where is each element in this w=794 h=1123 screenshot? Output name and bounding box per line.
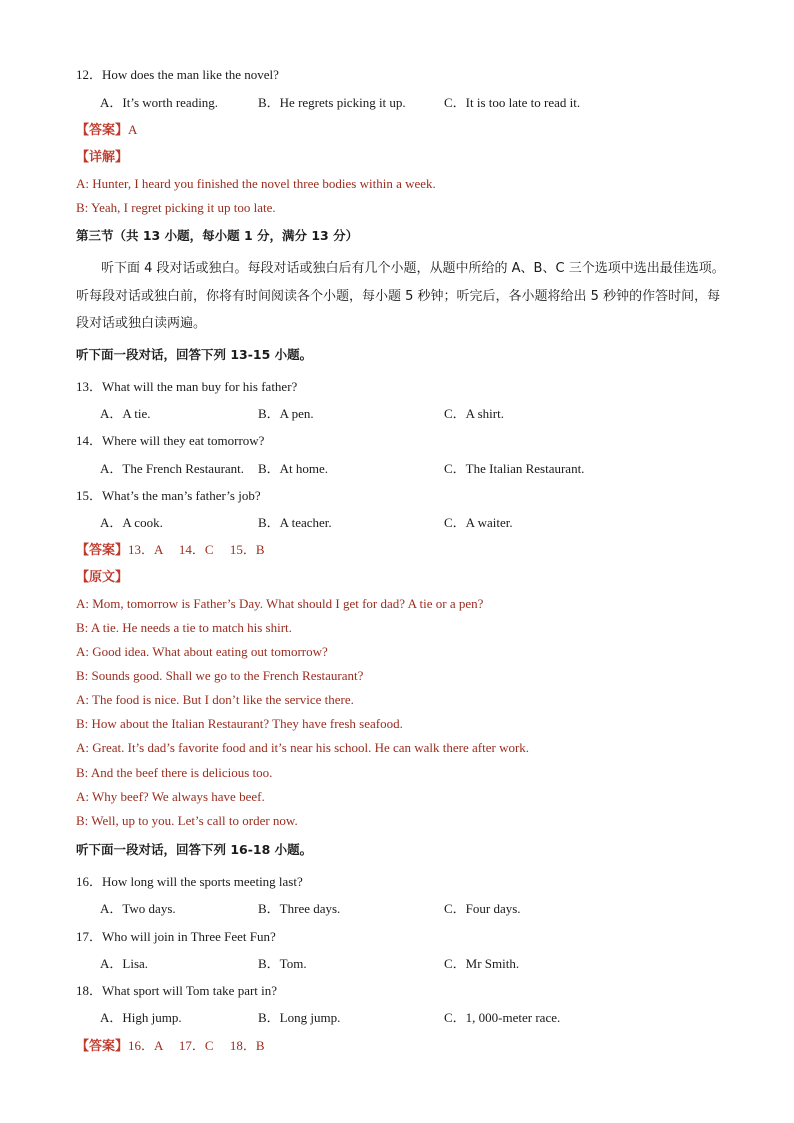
group-1-answer [76,541,265,560]
section-instructions: 听下面 4 段对话或独白。每段对话或独白后有几个小题，从题中所给的 A、B、C 三个选项中选出最佳选项。听每段对话或独白前，你将有时间阅读各个小题，每小题 5 秒钟；听完后，各小题将给出 5 秒钟的作答时间，每段对话或独白读两遍。 [76,261,725,331]
question-14: 14．Where will they eat tomorrow? [76,433,265,448]
answer-label: 【答案】 [76,543,129,558]
question-15: 15．What’s the man’s father’s job? [76,488,261,503]
q17-option-b: B．Tom. [258,956,307,971]
group-2-heading: 听下面一段对话，回答下列 16-18 小题。 [76,842,313,857]
answer-label: 【答案】 [76,123,129,138]
section-title: 第三节（共 13 小题，每小题 1 分，满分 13 分） [76,228,359,243]
question-16: 16．How long will the sports meeting last? [76,874,303,889]
q15-option-b: B．A teacher. [258,515,332,530]
group-2-answer [76,1037,265,1056]
answer-label: 【答案】 [76,1039,129,1054]
transcript-line: A: Great. It’s dad’s favorite food and it’s near his school. He can walk there after work. [76,740,530,755]
question-17: 17．Who will join in Three Feet Fun? [76,929,276,944]
q12-detail-label [76,148,128,167]
q12-option-c: C．It is too late to read it. [444,95,581,110]
q13-option-a: A．A tie. [100,406,151,421]
q16-option-a: A．Two days. [100,901,176,916]
q18-option-b: B．Long jump. [258,1010,341,1025]
q13-option-b: B．A pen. [258,406,314,421]
q17-option-c: C．Mr Smith. [444,956,520,971]
q15-option-c: C．A waiter. [444,515,513,530]
q16-option-b: B．Three days. [258,901,341,916]
q14-option-a: A．The French Restaurant. [100,461,245,476]
answer-value: 13．A 14．C 15．B [128,542,265,557]
q18-option-c: C．1, 000-meter race. [444,1010,561,1025]
detail-label: 【详解】 [76,150,129,165]
q12-dialogue-line: B: Yeah, I regret picking it up too late. [76,200,276,215]
question-12: 12．How does the man like the novel? [76,67,279,82]
transcript-line: B: And the beef there is delicious too. [76,765,273,780]
transcript-label: 【原文】 [76,570,129,585]
transcript-line: A: Why beef? We always have beef. [76,789,265,804]
question-13: 13．What will the man buy for his father? [76,379,298,394]
question-18: 18．What sport will Tom take part in? [76,983,278,998]
q17-option-a: A．Lisa. [100,956,149,971]
q13-option-c: C．A shirt. [444,406,504,421]
q16-option-c: C．Four days. [444,901,521,916]
q14-option-c: C．The Italian Restaurant. [444,461,585,476]
transcript-label-row [76,568,128,587]
transcript-line: B: Well, up to you. Let’s call to order now. [76,813,298,828]
q12-answer [76,121,137,140]
transcript-line: B: Sounds good. Shall we go to the French Restaurant? [76,668,364,683]
transcript-line: A: Mom, tomorrow is Father’s Day. What should I get for dad? A tie or a pen? [76,596,484,611]
answer-value: A [128,122,138,137]
q12-option-b: B．He regrets picking it up. [258,95,406,110]
q12-option-a: A．It’s worth reading. [100,95,219,110]
transcript-line: B: A tie. He needs a tie to match his shirt. [76,620,292,635]
q14-option-b: B．At home. [258,461,329,476]
transcript-line: B: How about the Italian Restaurant? They have fresh seafood. [76,716,403,731]
transcript-line: A: The food is nice. But I don’t like the service there. [76,692,354,707]
group-1-heading: 听下面一段对话，回答下列 13-15 小题。 [76,347,313,362]
answer-value: 16．A 17．C 18．B [128,1038,265,1053]
q15-option-a: A．A cook. [100,515,163,530]
q12-dialogue-line: A: Hunter, I heard you finished the novel three bodies within a week. [76,176,436,191]
transcript-line: A: Good idea. What about eating out tomorrow? [76,644,328,659]
q18-option-a: A．High jump. [100,1010,182,1025]
